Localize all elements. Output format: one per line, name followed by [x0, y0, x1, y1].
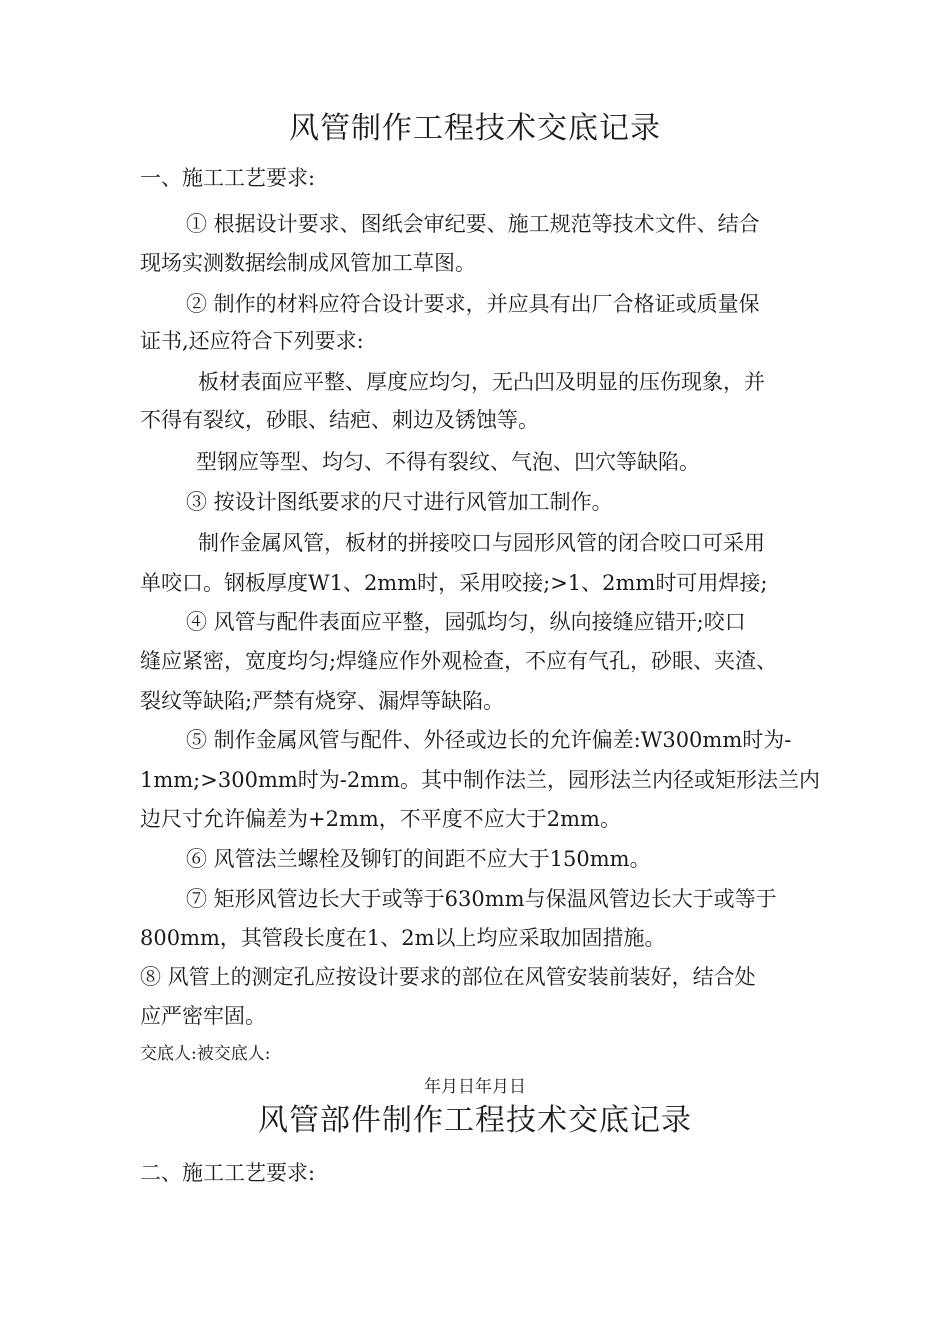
- paragraph-8-line-3: 边尺寸允许偏差为+2mm，不平度不应大于2mm。: [140, 807, 621, 831]
- paragraph-1-line-2: 现场实测数据绘制成风管加工草图。: [140, 251, 476, 275]
- paragraph-11-line-1: ⑧ 风管上的测定孔应按设计要求的部位在风管安装前装好，结合处: [140, 965, 756, 989]
- signature-line: 交底人:被交底人:: [140, 1044, 271, 1064]
- paragraph-10-line-2: 800mm，其管段长度在1、2m以上均应采取加固措施。: [140, 926, 666, 950]
- paragraph-8-line-1: ⑤ 制作金属风管与配件、外径或边长的允许偏差:W300mm时为-: [186, 728, 792, 752]
- paragraph-3-line-1: 板材表面应平整、厚度应均匀，无凸凹及明显的压伤现象，并: [198, 370, 765, 394]
- paragraph-7-line-2: 缝应紧密，宽度均匀;焊缝应作外观检查，不应有气孔，砂眼、夹渣、: [140, 649, 778, 673]
- paragraph-3-line-2: 不得有裂纹，砂眼、结疤、刺边及锈蚀等。: [140, 408, 539, 432]
- paragraph-8-line-2: 1mm;>300mm时为-2mm。其中制作法兰，园形法兰内径或矩形法兰内: [140, 768, 821, 792]
- section-heading-2: 二、施工工艺要求:: [140, 1161, 316, 1185]
- paragraph-10-line-1: ⑦ 矩形风管边长大于或等于630mm与保温风管边长大于或等于: [186, 887, 777, 911]
- paragraph-6-line-2: 单咬口。钢板厚度W1、2mm时，采用咬接;>1、2mm时可用焊接;: [140, 571, 768, 595]
- paragraph-7-line-1: ④ 风管与配件表面应平整，园弧均匀，纵向接缝应错开;咬口: [186, 610, 746, 634]
- paragraph-2-line-1: ② 制作的材料应符合设计要求，并应具有出厂合格证或质量保: [186, 292, 760, 316]
- paragraph-1-line-1: ① 根据设计要求、图纸会审纪要、施工规范等技术文件、结合: [186, 212, 760, 236]
- paragraph-11-line-2: 应严密牢固。: [140, 1004, 266, 1028]
- section-heading-1: 一、施工工艺要求:: [140, 166, 316, 190]
- date-line: 年月日年月日: [424, 1077, 526, 1097]
- paragraph-5-line-1: ③ 按设计图纸要求的尺寸进行风管加工制作。: [186, 490, 613, 514]
- paragraph-9-line-1: ⑥ 风管法兰螺栓及铆钉的间距不应大于150mm。: [186, 847, 651, 871]
- paragraph-4-line-1: 型钢应等型、均匀、不得有裂纹、气泡、凹穴等缺陷。: [196, 450, 700, 474]
- paragraph-2-line-2: 证书,还应符合下列要求:: [140, 329, 364, 353]
- paragraph-7-line-3: 裂纹等缺陷;严禁有烧穿、漏焊等缺陷。: [140, 689, 505, 713]
- second-document-title: 风管部件制作工程技术交底记录: [258, 1103, 692, 1138]
- document-title: 风管制作工程技术交底记录: [289, 111, 661, 146]
- paragraph-6-line-1: 制作金属风管，板材的拼接咬口与园形风管的闭合咬口可采用: [198, 531, 765, 555]
